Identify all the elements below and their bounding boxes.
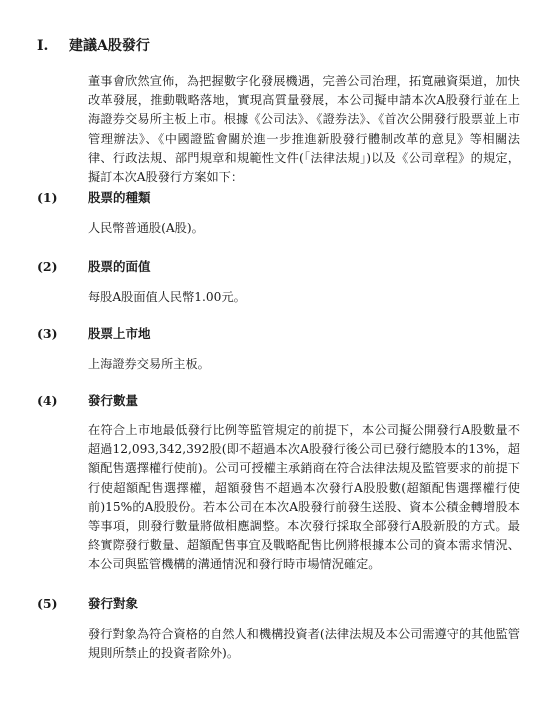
item-2-heading xyxy=(37,259,151,275)
item-5-heading xyxy=(37,596,138,612)
item-3-title: 股票上市地 xyxy=(88,326,151,341)
item-1-title: 股票的種類 xyxy=(88,190,151,205)
item-5-title: 發行對象 xyxy=(88,596,139,611)
item-5-number: (5) xyxy=(37,596,58,611)
item-1-number: (1) xyxy=(37,190,58,205)
intro-paragraph: 董事會欣然宣佈，為把握數字化發展機遇，完善公司治理，拓寬融資渠道，加快改革發展，推動戰略落地，實現高質量發展，本公司擬申請本次A股發行並在上海證券交易所主板上市。根據《公司法》、《證券法》、《首次公開發行股票並上市管理辦法》、《中國證監會關於進一步推進新股發行體制改革的意見》等相關法律、行政法規、部門規章和規範性文件(「法律法規」)以及《公司章程》的規定，擬訂本次A股發行方案如下： xyxy=(88,74,520,185)
item-3-number: (3) xyxy=(37,326,58,341)
section-heading: 建議A股發行 xyxy=(69,38,150,54)
item-4-number: (4) xyxy=(37,393,58,408)
item-3-text: 上海證券交易所主板。 xyxy=(88,357,210,371)
item-4-heading xyxy=(37,393,138,409)
item-1-text: 人民幣普通股(A股)。 xyxy=(88,221,204,235)
item-2-title: 股票的面值 xyxy=(88,259,151,274)
item-5-text: 發行對象為符合資格的自然人和機構投資者(法律法規及本公司需遵守的其他監管規則所禁止的投資者除外)。 xyxy=(88,627,520,661)
item-4-text: 在符合上市地最低發行比例等監管規定的前提下，本公司擬公開發行A股數量不超過12,093,342,392股(即不超過本次A股發行後公司已發行總股本的13%，超額配售選擇權行使前)。公司可授權主承銷商在符合法律法規及監管要求的前提下行使超額配售選擇權，超額發售不超過本次發行A股股數(超額配售選擇權行使前)15%的A股股份。若本公司在本次A股發行前發生送股、資本公積金轉增股本等事項，則發行數量將做相應調整。本次發行採取全部發行A股新股的方式。最終實際發行數量、超額配售事宜及戰略配售比例將根據本公司的資本需求情況、本公司與監管機構的溝通情況和發行時市場情況確定。 xyxy=(88,423,520,572)
item-1-heading xyxy=(37,190,151,206)
section-number: I. xyxy=(37,38,49,54)
item-2-text: 每股A股面值人民幣1.00元。 xyxy=(88,290,246,304)
item-4-title: 發行數量 xyxy=(88,393,139,408)
item-2-number: (2) xyxy=(37,259,58,274)
section-title xyxy=(37,37,150,55)
item-3-heading xyxy=(37,326,151,342)
